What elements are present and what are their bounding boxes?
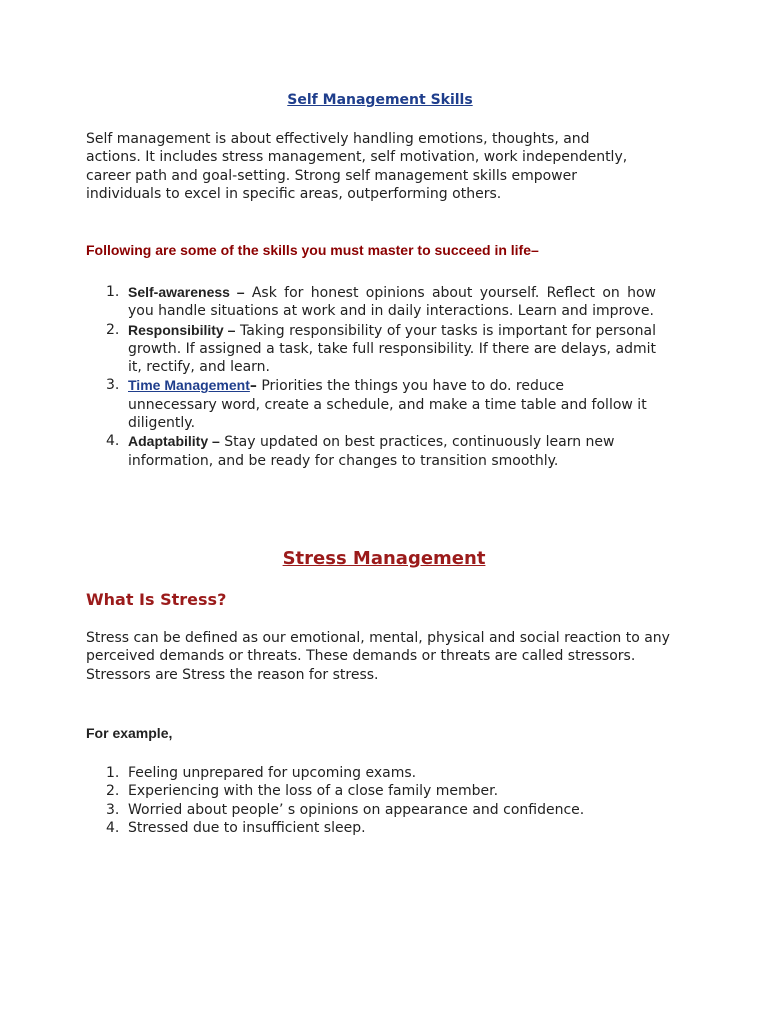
skill-term: Self-awareness – — [128, 284, 245, 300]
stress-management-heading: Stress Management — [282, 548, 486, 569]
example-item — [86, 764, 656, 782]
list-number: 1. — [106, 284, 120, 300]
list-number: 4. — [106, 433, 120, 450]
self-management-title-link[interactable]: Self Management Skills — [287, 92, 473, 108]
list-number: 2. — [106, 321, 120, 338]
list-number: 2. — [106, 783, 120, 800]
example-text: Worried about people’ s opinions on appearance and confidence. — [128, 801, 585, 818]
for-example-label: For example, — [86, 725, 173, 741]
skill-description: Ask for honest opinions about yourself. Reflect on how you handle situations at work and in daily interactions. Learn and improve. — [128, 285, 657, 320]
list-number: 1. — [106, 765, 120, 781]
skill-item-self-awareness — [86, 283, 656, 321]
example-text: Feeling unprepared for upcoming exams. — [128, 765, 417, 781]
skills-list — [86, 283, 656, 470]
list-number: 3. — [106, 801, 120, 818]
skill-description: Priorities the things you have to do. reduce unnecessary word, create a schedule, and make a time table and follow it diligently. — [128, 378, 647, 432]
example-item — [86, 819, 656, 837]
definition-text: Stress can be defined as our emotional, mental, physical and social reaction to any perceived demands or threats. These demands or threats are called stressors. — [86, 630, 670, 665]
skill-description: Taking responsibility of your tasks is important for personal growth. If assigned a task, take full responsibility. If there are delays, admit it, rectify, and learn. — [128, 322, 656, 376]
skills-heading: Following are some of the skills you must master to succeed in life– — [86, 242, 539, 258]
list-number: 3. — [106, 377, 120, 394]
skill-item-responsibility — [86, 321, 656, 377]
skill-term: Responsibility – — [128, 321, 236, 338]
skill-item-adaptability — [86, 432, 656, 470]
example-text: Experiencing with the loss of a close family member. — [128, 783, 499, 800]
stressors-text: Stressors are Stress the reason for stress. — [86, 666, 379, 683]
intro-paragraph: Self management is about effectively handling emotions, thoughts, and actions. It includes stress management, self motivation, work independently, career path and goal-setting. Strong self management skills empower individuals to excel in specific areas, outperforming others. — [86, 131, 628, 202]
examples-list — [86, 764, 656, 837]
time-management-link[interactable]: Time Management — [128, 377, 250, 394]
skill-description: Stay updated on best practices, continuously learn new information, and be ready for changes to transition smoothly. — [128, 434, 615, 469]
stress-definition — [86, 629, 686, 684]
example-item — [86, 782, 656, 800]
list-number: 4. — [106, 819, 120, 836]
skill-dash: – — [249, 378, 257, 395]
example-item — [86, 801, 656, 819]
example-text: Stressed due to insufficient sleep. — [128, 819, 366, 836]
what-is-stress-heading: What Is Stress? — [86, 590, 227, 609]
skill-item-time-management — [86, 376, 656, 432]
skill-term: Adaptability – — [128, 433, 220, 450]
